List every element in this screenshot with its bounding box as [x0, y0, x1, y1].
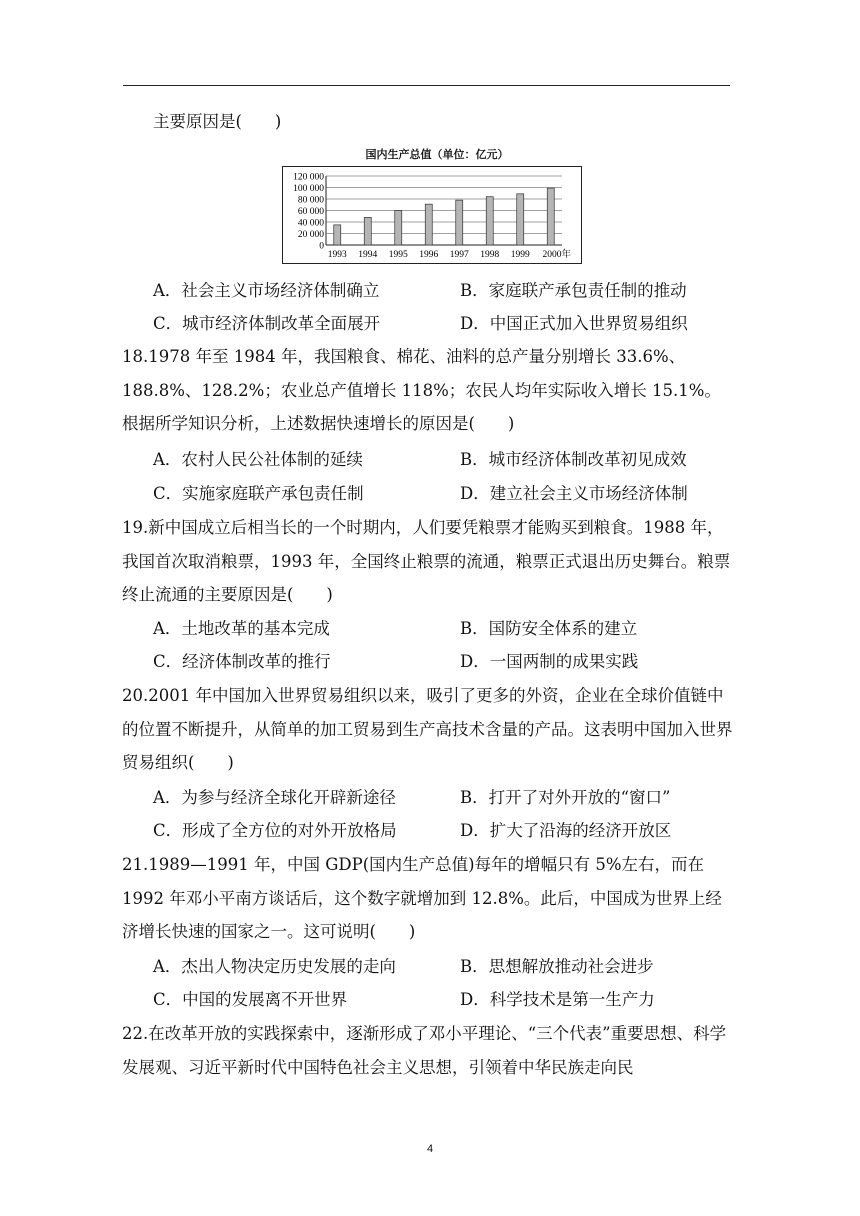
- chart-bar: [334, 225, 341, 245]
- q18-option-c: C．实施家庭联产承包责任制: [153, 484, 364, 503]
- q17-option-d: D．中国正式加入世界贸易组织: [460, 314, 688, 333]
- chart-title: 国内生产总值（单位：亿元）: [365, 148, 509, 161]
- q21-option-a: A．杰出人物决定历史发展的走向: [153, 957, 396, 976]
- q20-option-d: D．扩大了沿海的经济开放区: [460, 821, 672, 840]
- q20-text: 2001 年中国加入世界贸易组织以来，吸引了更多的外资，企业在全球价值链中的位置不断提升，从简单的加工贸易到生产高技术含量的产品。这表明中国加入世界贸易组织( ): [122, 686, 733, 772]
- q21-text: 1989—1991 年，中国 GDP(国内生产总值)每年的增幅只有 5%左右，而在 1992 年邓小平南方谈话后，这个数字就增加到 12.8%。此后，中国成为世界上经济增长快速的国家之一。这可说明( ): [122, 855, 722, 941]
- q18-text: 1978 年至 1984 年，我国粮食、棉花、油料的总产量分别增长 33.6%、188.8%、128.2%；农业总产值增长 118%；农民人均年实际收入增长 15.1%。根据所学知识分析，上述数据快速增长的原因是( ): [122, 347, 721, 433]
- chart-y-tick-label: 20 000: [297, 230, 324, 240]
- q19-text: 新中国成立后相当长的一个时期内，人们要凭粮票才能购买到粮食。1988 年，我国首次取消粮票，1993 年，全国终止粮票的流通，粮票正式退出历史舞台。粮票终止流通的主要原因是( ): [122, 518, 731, 604]
- q19-number: 19.: [122, 518, 149, 537]
- chart-y-tick-label: 100 000: [293, 184, 324, 194]
- chart-x-tick-label: 1996: [419, 250, 439, 260]
- q21-option-b: B．思想解放推动社会进步: [460, 957, 654, 976]
- q18-option-d: D．建立社会主义市场经济体制: [460, 484, 688, 503]
- chart-bar: [547, 188, 554, 245]
- q19-stem: [122, 511, 734, 612]
- q18-option-a: A．农村人民公社体制的延续: [153, 450, 363, 469]
- q22-number: 22.: [122, 1024, 149, 1043]
- q21-option-d: D．科学技术是第一生产力: [460, 990, 655, 1009]
- chart-x-tick-label: 1993: [327, 250, 347, 260]
- chart-bar: [486, 197, 493, 245]
- q20-option-a: A．为参与经济全球化开辟新途径: [153, 788, 396, 807]
- q22-stem: [122, 1017, 734, 1084]
- chart-bars: [334, 188, 555, 245]
- q19-option-a: A．土地改革的基本完成: [153, 619, 330, 638]
- chart-x-tick-label: 1995: [388, 250, 408, 260]
- q21-option-c: C．中国的发展离不开世界: [153, 990, 348, 1009]
- q19-option-c: C．经济体制改革的推行: [153, 652, 331, 671]
- q18-stem: [122, 340, 734, 441]
- chart-y-tick-label: 120 000: [293, 172, 324, 183]
- q21-stem: [122, 848, 734, 949]
- chart-bar: [517, 194, 524, 245]
- page-number: 4: [426, 1143, 434, 1155]
- q22-text: 在改革开放的实践探索中，逐渐形成了邓小平理论、“三个代表”重要思想、科学发展观、习近平新时代中国特色社会主义思想，引领着中华民族走向民: [122, 1024, 727, 1077]
- q17-option-a: A．社会主义市场经济体制确立: [153, 281, 380, 300]
- chart-x-tick-label: 1997: [449, 250, 469, 260]
- chart-y-tick-label: 60 000: [297, 207, 324, 217]
- header-rule: [123, 85, 730, 86]
- chart-x-tick-label: 1994: [358, 250, 378, 260]
- q20-option-b: B．打开了对外开放的“窗口”: [460, 788, 671, 807]
- chart-bar: [395, 211, 402, 246]
- q18-number: 18.: [122, 347, 149, 366]
- chart-x-tick-label: 2000年: [542, 250, 572, 260]
- q19-option-b: B．国防安全体系的建立: [460, 619, 638, 638]
- chart-bar: [425, 204, 432, 245]
- chart-x-ticks: [328, 248, 572, 260]
- chart-y-tick-label: 0: [319, 241, 324, 252]
- chart-bar: [456, 200, 463, 245]
- chart-y-tick-label: 40 000: [297, 218, 324, 229]
- q19-option-d: D．一国两制的成果实践: [460, 652, 639, 671]
- q20-number: 20.: [122, 686, 149, 705]
- chart-y-ticks: [293, 173, 324, 252]
- q17-stem-tail: 主要原因是( ): [153, 112, 282, 131]
- chart-y-tick-label: 80 000: [297, 195, 324, 206]
- chart-bar: [364, 217, 371, 245]
- gdp-bar-chart: [282, 144, 582, 264]
- q17-option-b: B．家庭联产承包责任制的推动: [460, 281, 687, 300]
- q18-option-b: B．城市经济体制改革初见成效: [460, 450, 687, 469]
- q17-option-c: C．城市经济体制改革全面展开: [153, 314, 381, 333]
- chart-x-tick-label: 1999: [510, 250, 530, 260]
- q20-option-c: C．形成了全方位的对外开放格局: [153, 821, 397, 840]
- chart-x-tick-label: 1998: [480, 250, 500, 260]
- q21-number: 21.: [122, 855, 149, 874]
- chart-grid: [326, 176, 562, 245]
- q20-stem: [122, 679, 734, 780]
